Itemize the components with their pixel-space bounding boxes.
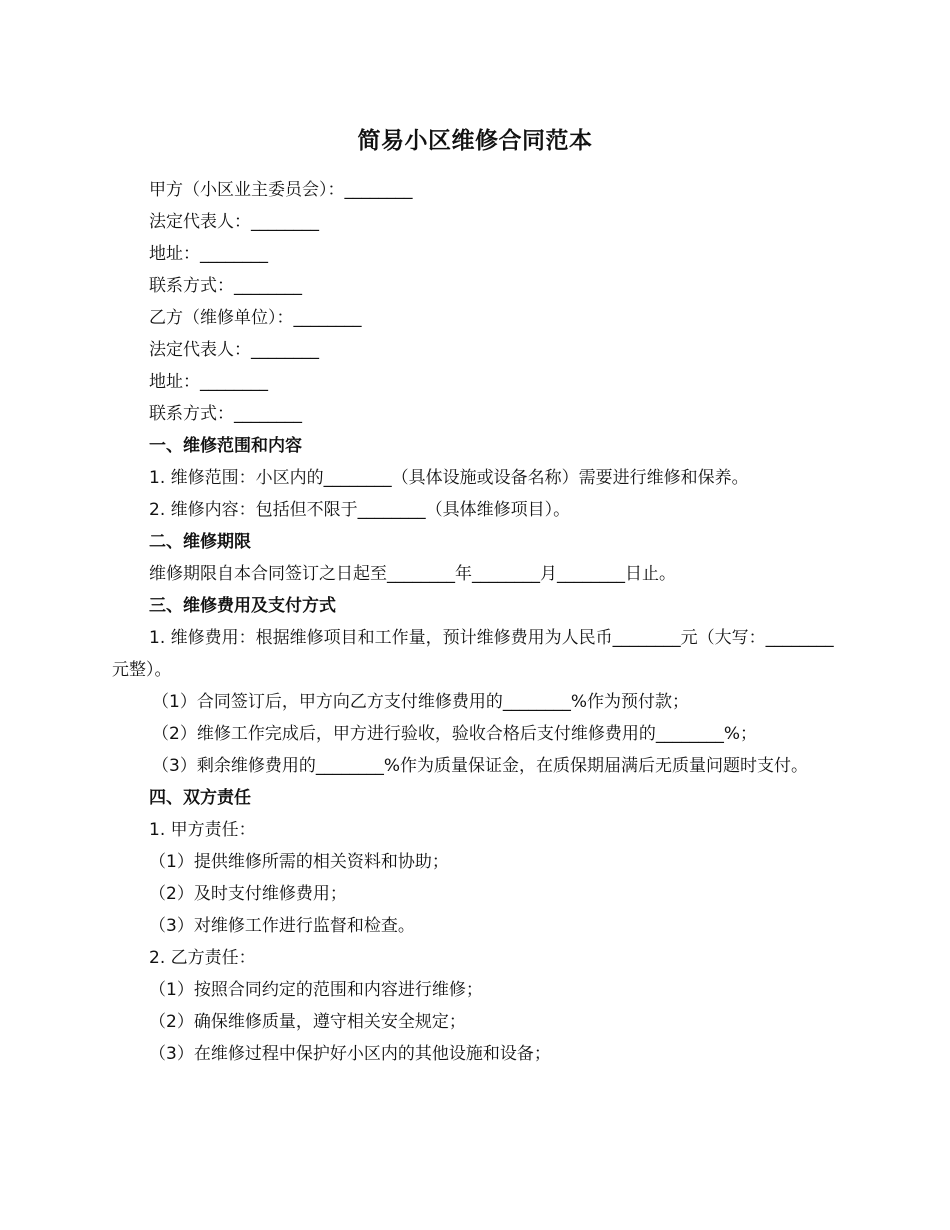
party-a-address-line: 地址：________	[149, 244, 268, 264]
section-heading-period: 二、维修期限	[149, 532, 251, 552]
clause-4-2: 2. 乙方责任：	[149, 948, 256, 968]
clause-3-1-c: （3）剩余维修费用的________%作为质量保证金，在质保期届满后无质量问题时支付。	[152, 756, 808, 776]
party-a-contact-line: 联系方式：________	[149, 276, 302, 296]
document-body	[112, 174, 838, 1070]
party-b-address-line: 地址：________	[149, 372, 268, 392]
party-a-line: 甲方（小区业主委员会）：________	[149, 180, 413, 200]
clause-3-1-a: （1）合同签订后，甲方向乙方支付维修费用的________%作为预付款；	[152, 692, 689, 712]
clause-2: 维修期限自本合同签订之日起至________年________月________日止。	[149, 564, 676, 584]
clause-4-2-a: （1）按照合同约定的范围和内容进行维修；	[149, 980, 483, 1000]
section-heading-responsibilities: 四、双方责任	[149, 788, 251, 808]
clause-4-1: 1. 甲方责任：	[149, 820, 256, 840]
party-b-line: 乙方（维修单位）：________	[149, 308, 362, 328]
clause-4-1-a: （1）提供维修所需的相关资料和协助；	[149, 852, 449, 872]
clause-4-1-b: （2）及时支付维修费用；	[149, 884, 347, 904]
clause-4-1-c: （3）对维修工作进行监督和检查。	[149, 916, 415, 936]
party-a-representative-line: 法定代表人：________	[149, 212, 319, 232]
party-b-contact-line: 联系方式：________	[149, 404, 302, 424]
clause-1-2: 2. 维修内容：包括但不限于________（具体维修项目）。	[149, 500, 571, 520]
section-heading-scope: 一、维修范围和内容	[149, 436, 302, 456]
clause-3-1: 1. 维修费用：根据维修项目和工作量，预计维修费用为人民币________元（大写：________元整）。	[112, 628, 834, 680]
document-title: 简易小区维修合同范本	[357, 128, 593, 154]
clause-4-2-b: （2）确保维修质量，遵守相关安全规定；	[149, 1012, 466, 1032]
section-heading-payment: 三、维修费用及支付方式	[149, 596, 336, 616]
clause-3-1-b: （2）维修工作完成后，甲方进行验收，验收合格后支付维修费用的________%；	[152, 724, 757, 744]
clause-4-2-c: （3）在维修过程中保护好小区内的其他设施和设备；	[149, 1044, 551, 1064]
clause-1-1: 1. 维修范围：小区内的________（具体设施或设备名称）需要进行维修和保养。	[149, 468, 749, 488]
party-b-representative-line: 法定代表人：________	[149, 340, 319, 360]
